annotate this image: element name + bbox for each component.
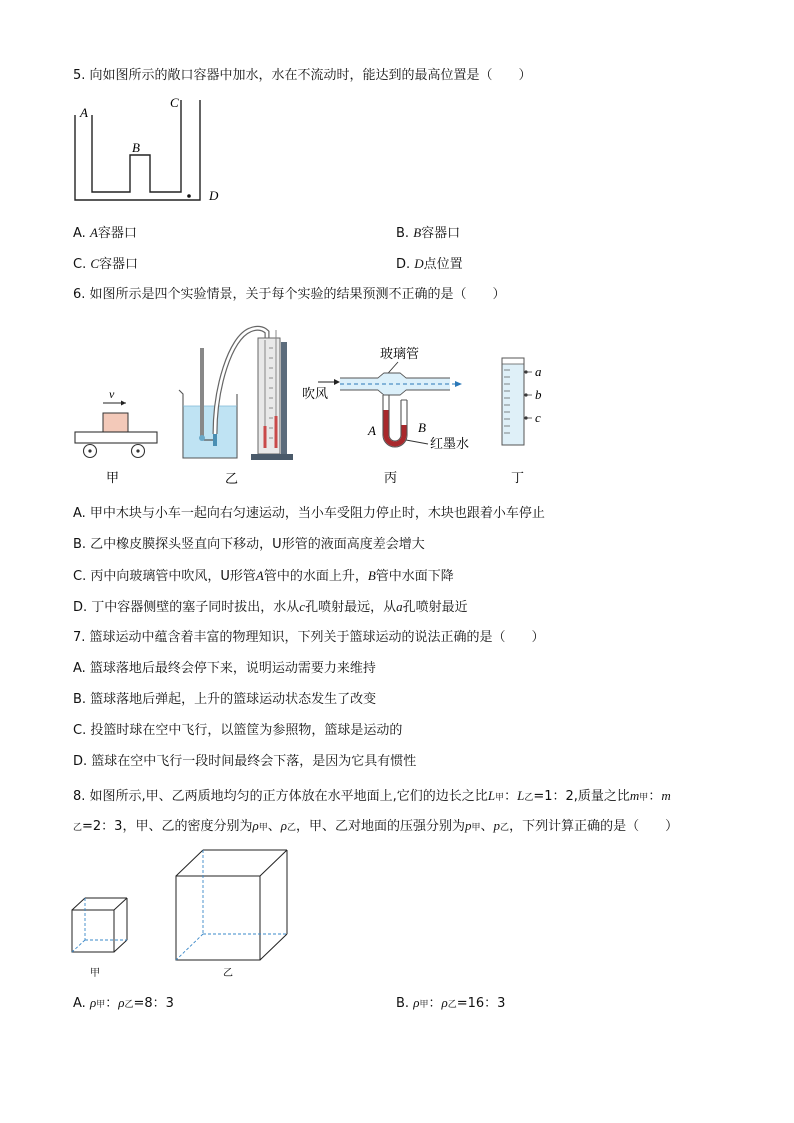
q6-hole-label-c: c <box>535 410 541 425</box>
q6-tube-label-b: B <box>418 420 426 435</box>
q6-figure-bing-venturi <box>300 340 490 490</box>
q5-option-b[interactable]: B. B容器口 <box>396 225 461 241</box>
q6-option-b[interactable]: B. 乙中橡皮膜探头竖直向下移动，U形管的液面高度差会增大 <box>73 537 425 552</box>
q5-label-a: A <box>80 105 88 120</box>
q7-option-d[interactable]: D. 篮球在空中飞行一段时间最终会下落，是因为它具有惯性 <box>73 754 417 769</box>
q6-figure-yi-pressure-gauge <box>175 318 305 488</box>
q6-hole-label-a: a <box>535 364 542 379</box>
q6-red-ink-label: 红墨水 <box>430 437 470 452</box>
q8-stem-line1: 8. 如图所示,甲、乙两质地均匀的正方体放在水平地面上,它们的边长之比L甲：L乙=1：2,质量之比m甲：m <box>73 788 671 804</box>
q6-tube-label-a: A <box>368 423 376 438</box>
q6-blow-label: 吹风 <box>302 387 329 402</box>
q8-option-a[interactable]: A. ρ甲：ρ乙=8：3 <box>73 995 174 1011</box>
q7-option-c[interactable]: C. 投篮时球在空中飞行，以篮筐为参照物，篮球是运动的 <box>73 723 403 738</box>
q7-option-b[interactable]: B. 篮球落地后弹起，上升的篮球运动状态发生了改变 <box>73 692 377 707</box>
q8-label-jia: 甲 <box>90 968 100 979</box>
q8-stem-line2: 乙=2：3，甲、乙的密度分别为ρ甲、ρ乙，甲、乙对地面的压强分别为p甲、p乙，下列计算正确的是（ ） <box>73 818 679 834</box>
q5-label-c: C <box>170 95 179 110</box>
q6-figure-jia-cart <box>70 385 170 485</box>
q6-label-ding: 丁 <box>511 471 525 486</box>
q6-velocity-label: v <box>109 387 115 401</box>
q6-figure-ding-cylinder <box>498 355 558 490</box>
q6-glass-tube-label: 玻璃管 <box>380 347 420 362</box>
q5-option-c[interactable]: C. C容器口 <box>73 256 139 272</box>
q6-option-d[interactable]: D. 丁中容器侧壁的塞子同时拔出，水从c孔喷射最远，从a孔喷射最近 <box>73 599 468 615</box>
q8-label-yi: 乙 <box>223 968 233 979</box>
q8-cubes-figure <box>68 848 308 983</box>
q6-label-bing: 丙 <box>384 471 398 486</box>
q8-option-b[interactable]: B. ρ甲：ρ乙=16：3 <box>396 995 506 1011</box>
q6-label-yi: 乙 <box>225 472 239 487</box>
q6-option-a[interactable]: A. 甲中木块与小车一起向右匀速运动，当小车受阻力停止时，木块也跟着小车停止 <box>73 506 545 521</box>
q6-hole-label-b: b <box>535 387 542 402</box>
q7-stem: 7. 篮球运动中蕴含着丰富的物理知识，下列关于篮球运动的说法正确的是（ ） <box>73 630 545 645</box>
q7-option-a[interactable]: A. 篮球落地后最终会停下来，说明运动需要力来维持 <box>73 661 376 676</box>
q5-option-d[interactable]: D. D点位置 <box>396 256 463 272</box>
q5-option-a[interactable]: A. A容器口 <box>73 225 137 241</box>
q5-container-figure <box>70 95 230 215</box>
q5-label-b: B <box>132 140 140 155</box>
q6-label-jia: 甲 <box>106 471 120 486</box>
q5-label-d: D <box>209 188 219 203</box>
q6-stem: 6. 如图所示是四个实验情景，关于每个实验的结果预测不正确的是（ ） <box>73 287 506 302</box>
q5-stem: 5. 向如图所示的敞口容器中加水，水在不流动时，能达到的最高位置是（ ） <box>73 68 532 83</box>
q6-option-c[interactable]: C. 丙中向玻璃管中吹风，U形管A管中的水面上升，B管中水面下降 <box>73 568 454 584</box>
